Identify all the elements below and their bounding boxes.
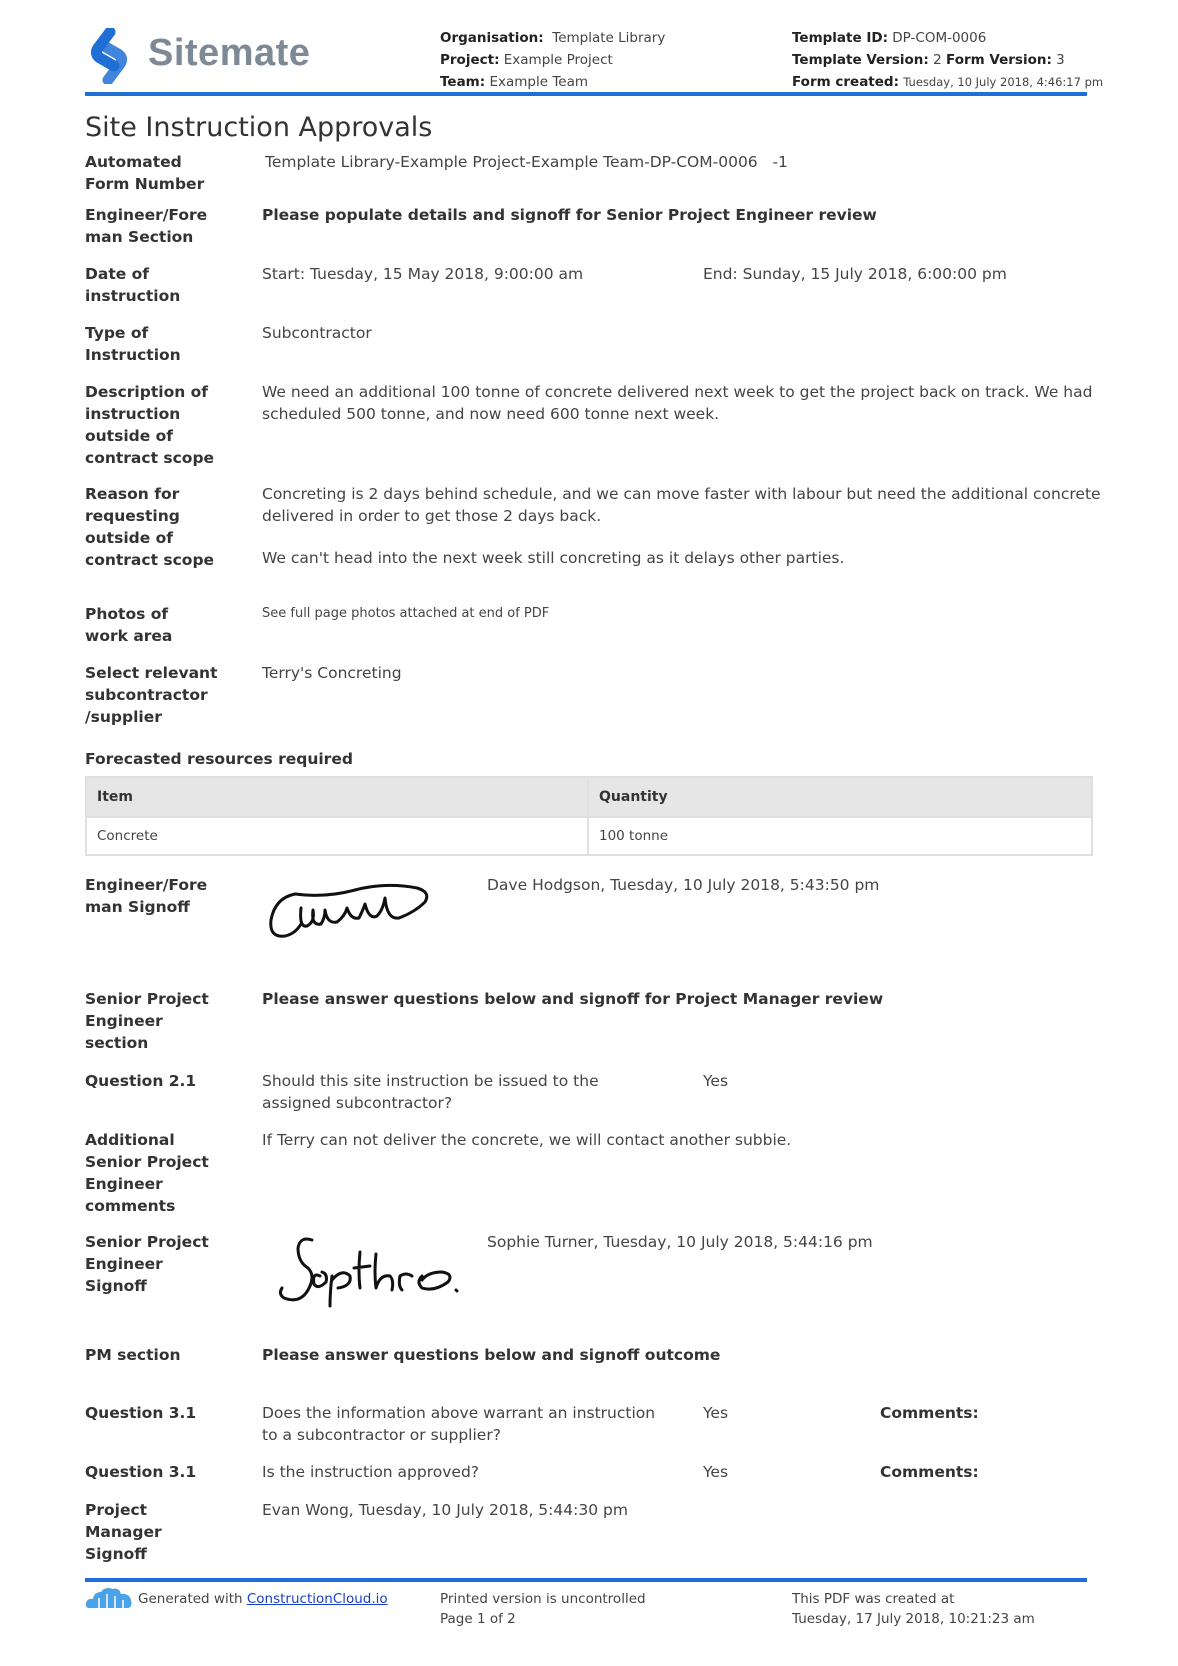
footer-center	[440, 1589, 646, 1629]
header	[0, 0, 1178, 100]
question-2-1-label: Question 2.1	[85, 1072, 197, 1090]
spe-signature-image	[272, 1232, 462, 1312]
footer-generated	[138, 1589, 388, 1609]
form-created-label: Form created:	[792, 74, 899, 90]
template-id-label: Template ID:	[792, 30, 888, 46]
spe-section-value: Please answer questions below and signoff for Project Manager review	[262, 990, 884, 1008]
question-3-1b-text: Is the instruction approved?	[262, 1463, 480, 1481]
form-created-value: Tuesday, 10 July 2018, 4:46:17 pm	[903, 75, 1104, 89]
org-value: Template Library	[552, 30, 666, 46]
question-3-1a-label: Question 3.1	[85, 1404, 197, 1422]
engineer-signature-image	[265, 880, 445, 950]
form-number-value: Template Library-Example Project-Example Team-DP-COM-0006 -1	[265, 153, 788, 171]
question-3-1b-label: Question 3.1	[85, 1463, 197, 1481]
sitemate-logo-icon	[88, 28, 130, 84]
engineer-section-label: Engineer/Fore man Section	[85, 206, 208, 246]
date-start: Start: Tuesday, 15 May 2018, 9:00:00 am	[262, 265, 584, 283]
engineer-section-value: Please populate details and signoff for Senior Project Engineer review	[262, 206, 877, 224]
org-label: Organisation:	[440, 30, 544, 46]
spe-comments-value: If Terry can not deliver the concrete, we will contact another subbie.	[262, 1131, 792, 1149]
question-3-1a-text: Does the information above warrant an instruction to a subcontractor or supplier?	[262, 1404, 656, 1444]
project-value: Example Project	[503, 52, 613, 68]
footer-created-line2: Tuesday, 17 July 2018, 10:21:23 am	[792, 1611, 1035, 1627]
spe-signer: Sophie Turner, Tuesday, 10 July 2018, 5:44:16 pm	[487, 1233, 873, 1251]
header-meta-left	[440, 27, 665, 93]
form-version-value: 3	[1056, 52, 1065, 68]
question-3-1a-answer: Yes	[703, 1404, 729, 1422]
header-rule	[85, 92, 1087, 96]
photos-value: See full page photos attached at end of PDF	[262, 606, 550, 621]
template-id-value: DP-COM-0006	[892, 30, 987, 46]
table-header-row	[86, 777, 1092, 817]
type-label: Type of Instruction	[85, 324, 181, 364]
form-version-label: Form Version:	[946, 52, 1052, 68]
description-value: We need an additional 100 tonne of concrete delivered next week to get the project back on track. We had scheduled 500 tonne, and now need 600 tonne next week.	[262, 383, 1093, 423]
footer-page-number: Page 1 of 2	[440, 1611, 516, 1627]
subcontractor-value: Terry's Concreting	[262, 664, 402, 682]
form-number-label: Automated Form Number	[85, 153, 205, 193]
footer-rule	[85, 1578, 1087, 1582]
resources-table	[85, 776, 1093, 856]
date-end: End: Sunday, 15 July 2018, 6:00:00 pm	[703, 265, 1007, 283]
column-header: Item	[86, 777, 588, 817]
cloud-icon	[85, 1586, 133, 1610]
pm-section-value: Please answer questions below and signoff outcome	[262, 1346, 721, 1364]
team-label: Team:	[440, 74, 486, 90]
type-value: Subcontractor	[262, 324, 372, 342]
footer-right	[792, 1589, 1035, 1629]
page-title: Site Instruction Approvals	[85, 112, 433, 143]
construction-cloud-link[interactable]: ConstructionCloud.io	[246, 1591, 388, 1607]
reason-label: Reason for requesting outside of contract scope	[85, 485, 215, 569]
question-3-1a-comments-label: Comments:	[880, 1404, 979, 1422]
footer-created-line1: This PDF was created at	[792, 1591, 955, 1607]
pm-signer: Evan Wong, Tuesday, 10 July 2018, 5:44:30 pm	[262, 1501, 628, 1519]
template-version-value: 2	[933, 52, 942, 68]
date-label: Date of instruction	[85, 265, 181, 305]
pm-signoff-label: Project Manager Signoff	[85, 1501, 162, 1563]
resources-heading: Forecasted resources required	[85, 750, 353, 768]
reason-value: Concreting is 2 days behind schedule, and we can move faster with labour but need the additional concrete delivered in order to get those 2 days back. We can't head into the next week still concreting as it delays other parties.	[262, 485, 1101, 567]
engineer-signer: Dave Hodgson, Tuesday, 10 July 2018, 5:43:50 pm	[487, 876, 880, 894]
question-2-1-answer: Yes	[703, 1072, 729, 1090]
table-cell: 100 tonne	[588, 817, 1092, 855]
subcontractor-label: Select relevant subcontractor /supplier	[85, 664, 218, 726]
spe-section-label: Senior Project Engineer section	[85, 990, 209, 1052]
column-header: Quantity	[588, 777, 1092, 817]
footer-generated-prefix: Generated with	[138, 1591, 243, 1607]
question-2-1-text: Should this site instruction be issued to the assigned subcontractor?	[262, 1072, 599, 1112]
engineer-signoff-label: Engineer/Fore man Signoff	[85, 876, 208, 916]
team-value: Example Team	[489, 74, 588, 90]
question-3-1b-comments-label: Comments:	[880, 1463, 979, 1481]
table-row	[86, 817, 1092, 855]
project-label: Project:	[440, 52, 500, 68]
table-cell: Concrete	[86, 817, 588, 855]
spe-signoff-label: Senior Project Engineer Signoff	[85, 1233, 209, 1295]
photos-label: Photos of work area	[85, 605, 173, 645]
description-label: Description of instruction outside of contract scope	[85, 383, 215, 467]
template-version-label: Template Version:	[792, 52, 929, 68]
spe-comments-label: Additional Senior Project Engineer comments	[85, 1131, 209, 1215]
pm-section-label: PM section	[85, 1346, 181, 1364]
question-3-1b-answer: Yes	[703, 1463, 729, 1481]
footer-printed: Printed version is uncontrolled	[440, 1591, 646, 1607]
header-meta-right	[792, 27, 1103, 93]
logo-text: Sitemate	[148, 32, 311, 74]
